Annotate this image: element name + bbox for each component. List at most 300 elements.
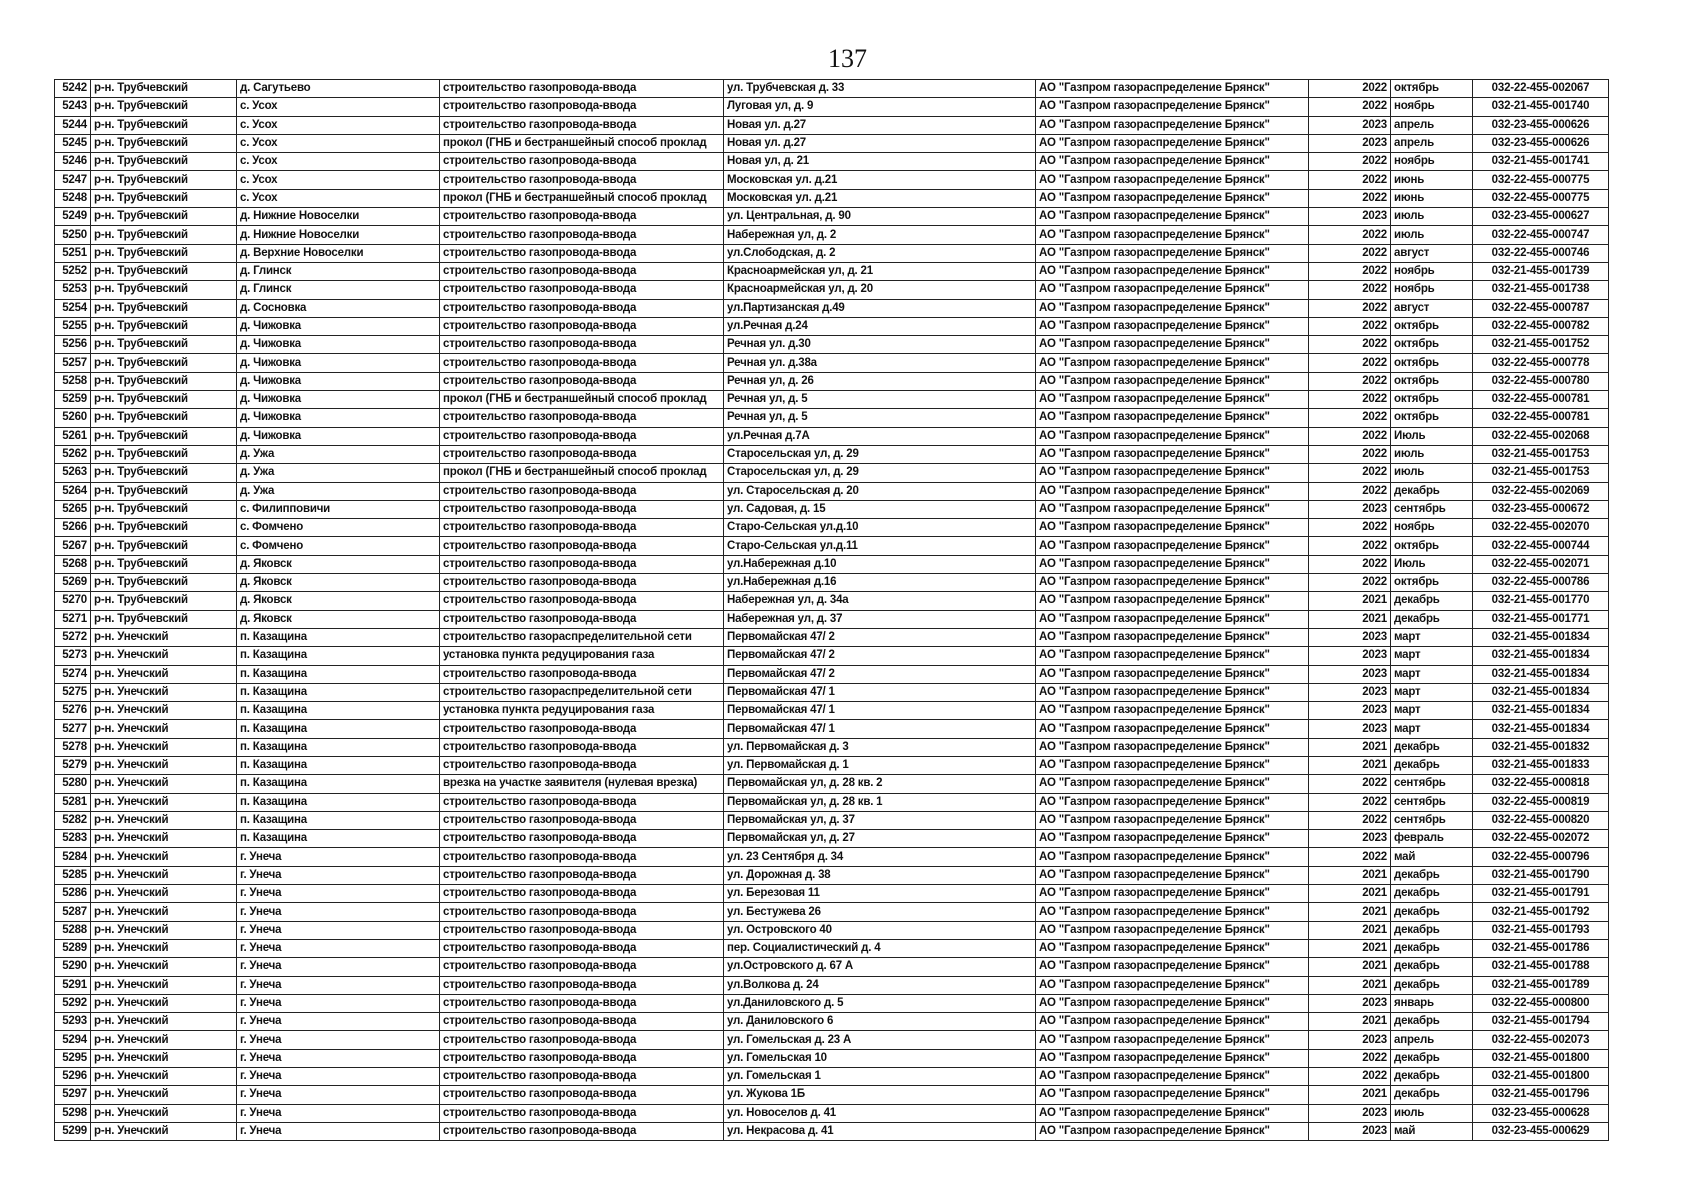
organization-cell: АО "Газпром газораспределение Брянск": [1036, 171, 1309, 189]
organization-cell: АО "Газпром газораспределение Брянск": [1036, 647, 1309, 665]
row-number-cell: 5274: [55, 665, 91, 683]
address-cell: Красноармейская ул, д. 21: [724, 262, 1036, 280]
month-cell: июль: [1391, 445, 1473, 463]
year-cell: 2022: [1309, 1068, 1391, 1086]
district-cell: р-н. Трубчевский: [91, 336, 237, 354]
address-cell: Новая ул, д. 21: [724, 153, 1036, 171]
work-type-cell: строительство газопровода-ввода: [440, 409, 724, 427]
settlement-cell: с. Усох: [237, 171, 440, 189]
settlement-cell: д. Яковск: [237, 592, 440, 610]
row-number-cell: 5277: [55, 720, 91, 738]
year-cell: 2022: [1309, 226, 1391, 244]
address-cell: ул. Новоселов д. 41: [724, 1104, 1036, 1122]
address-cell: Первомайская 47/ 2: [724, 628, 1036, 646]
address-cell: Красноармейская ул, д. 20: [724, 281, 1036, 299]
year-cell: 2023: [1309, 500, 1391, 518]
settlement-cell: д. Чижовка: [237, 354, 440, 372]
table-row: [55, 665, 1609, 683]
district-cell: р-н. Трубчевский: [91, 445, 237, 463]
settlement-cell: г. Унеча: [237, 994, 440, 1012]
table-row: [55, 1086, 1609, 1104]
year-cell: 2022: [1309, 555, 1391, 573]
request-code-cell: 032-21-455-001834: [1473, 647, 1609, 665]
district-cell: р-н. Трубчевский: [91, 262, 237, 280]
row-number-cell: 5262: [55, 445, 91, 463]
table-row: [55, 939, 1609, 957]
row-number-cell: 5292: [55, 994, 91, 1012]
month-cell: октябрь: [1391, 372, 1473, 390]
month-cell: декабрь: [1391, 976, 1473, 994]
work-type-cell: строительство газопровода-ввода: [440, 1049, 724, 1067]
organization-cell: АО "Газпром газораспределение Брянск": [1036, 153, 1309, 171]
request-code-cell: 032-22-455-000781: [1473, 391, 1609, 409]
address-cell: Новая ул. д.27: [724, 116, 1036, 134]
address-cell: Первомайская ул, д. 28 кв. 2: [724, 775, 1036, 793]
year-cell: 2021: [1309, 976, 1391, 994]
work-type-cell: строительство газопровода-ввода: [440, 903, 724, 921]
table-row: [55, 683, 1609, 701]
request-code-cell: 032-22-455-002073: [1473, 1031, 1609, 1049]
work-type-cell: строительство газопровода-ввода: [440, 939, 724, 957]
request-code-cell: 032-22-455-002068: [1473, 427, 1609, 445]
organization-cell: АО "Газпром газораспределение Брянск": [1036, 921, 1309, 939]
district-cell: р-н. Трубчевский: [91, 391, 237, 409]
organization-cell: АО "Газпром газораспределение Брянск": [1036, 885, 1309, 903]
table-row: [55, 299, 1609, 317]
work-type-cell: строительство газопровода-ввода: [440, 482, 724, 500]
request-code-cell: 032-21-455-001739: [1473, 262, 1609, 280]
row-number-cell: 5284: [55, 848, 91, 866]
table-row: [55, 519, 1609, 537]
month-cell: октябрь: [1391, 317, 1473, 335]
work-type-cell: строительство газопровода-ввода: [440, 537, 724, 555]
year-cell: 2022: [1309, 848, 1391, 866]
month-cell: ноябрь: [1391, 262, 1473, 280]
settlement-cell: с. Усох: [237, 116, 440, 134]
organization-cell: АО "Газпром газораспределение Брянск": [1036, 354, 1309, 372]
district-cell: р-н. Унечский: [91, 1104, 237, 1122]
settlement-cell: д. Нижние Новоселки: [237, 208, 440, 226]
month-cell: март: [1391, 647, 1473, 665]
row-number-cell: 5298: [55, 1104, 91, 1122]
work-type-cell: строительство газопровода-ввода: [440, 1031, 724, 1049]
row-number-cell: 5289: [55, 939, 91, 957]
district-cell: р-н. Унечский: [91, 628, 237, 646]
row-number-cell: 5268: [55, 555, 91, 573]
organization-cell: АО "Газпром газораспределение Брянск": [1036, 610, 1309, 628]
table-row: [55, 317, 1609, 335]
district-cell: р-н. Унечский: [91, 939, 237, 957]
address-cell: ул.Слободская, д. 2: [724, 244, 1036, 262]
settlement-cell: г. Унеча: [237, 1086, 440, 1104]
table-row: [55, 720, 1609, 738]
table-row: [55, 226, 1609, 244]
work-type-cell: строительство газопровода-ввода: [440, 98, 724, 116]
month-cell: декабрь: [1391, 958, 1473, 976]
table-row: [55, 1031, 1609, 1049]
district-cell: р-н. Унечский: [91, 1122, 237, 1140]
table-row: [55, 958, 1609, 976]
row-number-cell: 5275: [55, 683, 91, 701]
month-cell: сентябрь: [1391, 811, 1473, 829]
work-type-cell: прокол (ГНБ и бестраншейный способ проклад: [440, 189, 724, 207]
organization-cell: АО "Газпром газораспределение Брянск": [1036, 537, 1309, 555]
settlement-cell: г. Унеча: [237, 903, 440, 921]
settlement-cell: п. Казащина: [237, 665, 440, 683]
settlement-cell: г. Унеча: [237, 958, 440, 976]
organization-cell: АО "Газпром газораспределение Брянск": [1036, 427, 1309, 445]
month-cell: август: [1391, 244, 1473, 262]
settlement-cell: д. Сагутьево: [237, 80, 440, 98]
address-cell: ул.Речная д.7А: [724, 427, 1036, 445]
settlement-cell: п. Казащина: [237, 830, 440, 848]
month-cell: май: [1391, 1122, 1473, 1140]
year-cell: 2022: [1309, 244, 1391, 262]
district-cell: р-н. Трубчевский: [91, 134, 237, 152]
table-row: [55, 262, 1609, 280]
address-cell: ул. Гомельская 10: [724, 1049, 1036, 1067]
row-number-cell: 5282: [55, 811, 91, 829]
district-cell: р-н. Унечский: [91, 866, 237, 884]
request-code-cell: 032-21-455-001741: [1473, 153, 1609, 171]
district-cell: р-н. Унечский: [91, 702, 237, 720]
row-number-cell: 5299: [55, 1122, 91, 1140]
year-cell: 2021: [1309, 921, 1391, 939]
organization-cell: АО "Газпром газораспределение Брянск": [1036, 994, 1309, 1012]
address-cell: Луговая ул, д. 9: [724, 98, 1036, 116]
request-code-cell: 032-21-455-001752: [1473, 336, 1609, 354]
request-code-cell: 032-22-455-000775: [1473, 189, 1609, 207]
address-cell: Старосельская ул, д. 29: [724, 445, 1036, 463]
organization-cell: АО "Газпром газораспределение Брянск": [1036, 574, 1309, 592]
district-cell: р-н. Трубчевский: [91, 116, 237, 134]
request-code-cell: 032-21-455-001790: [1473, 866, 1609, 884]
request-code-cell: 032-21-455-001786: [1473, 939, 1609, 957]
district-cell: р-н. Унечский: [91, 848, 237, 866]
request-code-cell: 032-22-455-002067: [1473, 80, 1609, 98]
work-type-cell: строительство газопровода-ввода: [440, 427, 724, 445]
district-cell: р-н. Трубчевский: [91, 427, 237, 445]
organization-cell: АО "Газпром газораспределение Брянск": [1036, 702, 1309, 720]
request-code-cell: 032-23-455-000629: [1473, 1122, 1609, 1140]
organization-cell: АО "Газпром газораспределение Брянск": [1036, 775, 1309, 793]
request-code-cell: 032-21-455-001793: [1473, 921, 1609, 939]
request-code-cell: 032-21-455-001834: [1473, 683, 1609, 701]
settlement-cell: п. Казащина: [237, 720, 440, 738]
table-row: [55, 354, 1609, 372]
work-type-cell: строительство газопровода-ввода: [440, 1104, 724, 1122]
work-type-cell: прокол (ГНБ и бестраншейный способ проклад: [440, 134, 724, 152]
organization-cell: АО "Газпром газораспределение Брянск": [1036, 281, 1309, 299]
address-cell: Старо-Сельская ул.д.11: [724, 537, 1036, 555]
organization-cell: АО "Газпром газораспределение Брянск": [1036, 903, 1309, 921]
settlement-cell: г. Унеча: [237, 1068, 440, 1086]
district-cell: р-н. Унечский: [91, 738, 237, 756]
district-cell: р-н. Унечский: [91, 683, 237, 701]
work-type-cell: строительство газопровода-ввода: [440, 519, 724, 537]
settlement-cell: п. Казащина: [237, 738, 440, 756]
year-cell: 2021: [1309, 903, 1391, 921]
organization-cell: АО "Газпром газораспределение Брянск": [1036, 756, 1309, 774]
table-row: [55, 610, 1609, 628]
organization-cell: АО "Газпром газораспределение Брянск": [1036, 555, 1309, 573]
organization-cell: АО "Газпром газораспределение Брянск": [1036, 793, 1309, 811]
organization-cell: АО "Газпром газораспределение Брянск": [1036, 830, 1309, 848]
request-code-cell: 032-22-455-000787: [1473, 299, 1609, 317]
district-cell: р-н. Унечский: [91, 1013, 237, 1031]
year-cell: 2021: [1309, 738, 1391, 756]
table-row: [55, 445, 1609, 463]
district-cell: р-н. Унечский: [91, 885, 237, 903]
request-code-cell: 032-21-455-001834: [1473, 628, 1609, 646]
work-type-cell: строительство газопровода-ввода: [440, 171, 724, 189]
row-number-cell: 5266: [55, 519, 91, 537]
settlement-cell: п. Казащина: [237, 683, 440, 701]
organization-cell: АО "Газпром газораспределение Брянск": [1036, 866, 1309, 884]
request-code-cell: 032-21-455-001796: [1473, 1086, 1609, 1104]
work-type-cell: строительство газопровода-ввода: [440, 80, 724, 98]
address-cell: ул. Бестужева 26: [724, 903, 1036, 921]
year-cell: 2023: [1309, 116, 1391, 134]
work-type-cell: строительство газопровода-ввода: [440, 354, 724, 372]
row-number-cell: 5272: [55, 628, 91, 646]
row-number-cell: 5252: [55, 262, 91, 280]
month-cell: ноябрь: [1391, 98, 1473, 116]
request-code-cell: 032-21-455-001832: [1473, 738, 1609, 756]
address-cell: Набережная ул, д. 37: [724, 610, 1036, 628]
year-cell: 2022: [1309, 519, 1391, 537]
request-code-cell: 032-21-455-001833: [1473, 756, 1609, 774]
year-cell: 2022: [1309, 482, 1391, 500]
request-code-cell: 032-21-455-001791: [1473, 885, 1609, 903]
table-row: [55, 464, 1609, 482]
district-cell: р-н. Унечский: [91, 921, 237, 939]
year-cell: 2021: [1309, 610, 1391, 628]
address-cell: ул. Некрасова д. 41: [724, 1122, 1036, 1140]
table-row: [55, 171, 1609, 189]
district-cell: р-н. Трубчевский: [91, 610, 237, 628]
work-type-cell: строительство газопровода-ввода: [440, 738, 724, 756]
year-cell: 2023: [1309, 628, 1391, 646]
settlement-cell: п. Казащина: [237, 628, 440, 646]
district-cell: р-н. Трубчевский: [91, 281, 237, 299]
year-cell: 2022: [1309, 775, 1391, 793]
settlement-cell: д. Яковск: [237, 555, 440, 573]
district-cell: р-н. Трубчевский: [91, 299, 237, 317]
organization-cell: АО "Газпром газораспределение Брянск": [1036, 116, 1309, 134]
month-cell: июль: [1391, 464, 1473, 482]
table-row: [55, 391, 1609, 409]
request-code-cell: 032-21-455-001834: [1473, 665, 1609, 683]
work-type-cell: строительство газопровода-ввода: [440, 720, 724, 738]
month-cell: Июль: [1391, 555, 1473, 573]
month-cell: декабрь: [1391, 921, 1473, 939]
address-cell: Московская ул. д.21: [724, 189, 1036, 207]
work-type-cell: строительство газопровода-ввода: [440, 445, 724, 463]
request-code-cell: 032-23-455-000672: [1473, 500, 1609, 518]
row-number-cell: 5259: [55, 391, 91, 409]
year-cell: 2023: [1309, 1104, 1391, 1122]
organization-cell: АО "Газпром газораспределение Брянск": [1036, 445, 1309, 463]
row-number-cell: 5263: [55, 464, 91, 482]
settlement-cell: г. Унеча: [237, 939, 440, 957]
year-cell: 2022: [1309, 336, 1391, 354]
district-cell: р-н. Унечский: [91, 958, 237, 976]
request-code-cell: 032-22-455-000781: [1473, 409, 1609, 427]
table-row: [55, 574, 1609, 592]
request-code-cell: 032-21-455-001771: [1473, 610, 1609, 628]
work-type-cell: строительство газопровода-ввода: [440, 262, 724, 280]
district-cell: р-н. Трубчевский: [91, 244, 237, 262]
district-cell: р-н. Унечский: [91, 830, 237, 848]
address-cell: ул. Жукова 1Б: [724, 1086, 1036, 1104]
settlement-cell: с. Филипповичи: [237, 500, 440, 518]
year-cell: 2023: [1309, 994, 1391, 1012]
district-cell: р-н. Трубчевский: [91, 171, 237, 189]
settlement-cell: г. Унеча: [237, 866, 440, 884]
request-code-cell: 032-21-455-001800: [1473, 1049, 1609, 1067]
address-cell: Первомайская 47/ 1: [724, 702, 1036, 720]
year-cell: 2021: [1309, 592, 1391, 610]
month-cell: март: [1391, 683, 1473, 701]
request-code-cell: 032-22-455-002071: [1473, 555, 1609, 573]
request-code-cell: 032-23-455-000628: [1473, 1104, 1609, 1122]
row-number-cell: 5291: [55, 976, 91, 994]
address-cell: ул. Островского 40: [724, 921, 1036, 939]
month-cell: апрель: [1391, 134, 1473, 152]
request-code-cell: 032-21-455-001738: [1473, 281, 1609, 299]
work-type-cell: строительство газопровода-ввода: [440, 116, 724, 134]
settlement-cell: п. Казащина: [237, 756, 440, 774]
work-type-cell: строительство газопровода-ввода: [440, 153, 724, 171]
settlement-cell: д. Сосновка: [237, 299, 440, 317]
settlement-cell: п. Казащина: [237, 647, 440, 665]
settlement-cell: п. Казащина: [237, 702, 440, 720]
address-cell: Набережная ул, д. 34а: [724, 592, 1036, 610]
table-row: [55, 189, 1609, 207]
request-code-cell: 032-22-455-000820: [1473, 811, 1609, 829]
address-cell: ул.Даниловского д. 5: [724, 994, 1036, 1012]
request-code-cell: 032-22-455-000780: [1473, 372, 1609, 390]
settlement-cell: г. Унеча: [237, 848, 440, 866]
row-number-cell: 5244: [55, 116, 91, 134]
settlement-cell: д. Глинск: [237, 281, 440, 299]
table-row: [55, 537, 1609, 555]
address-cell: Первомайская ул, д. 27: [724, 830, 1036, 848]
address-cell: Речная ул, д. 5: [724, 409, 1036, 427]
row-number-cell: 5248: [55, 189, 91, 207]
address-cell: Первомайская ул, д. 28 кв. 1: [724, 793, 1036, 811]
month-cell: октябрь: [1391, 354, 1473, 372]
row-number-cell: 5269: [55, 574, 91, 592]
month-cell: декабрь: [1391, 903, 1473, 921]
address-cell: Новая ул. д.27: [724, 134, 1036, 152]
table-row: [55, 372, 1609, 390]
work-type-cell: строительство газопровода-ввода: [440, 574, 724, 592]
row-number-cell: 5242: [55, 80, 91, 98]
district-cell: р-н. Унечский: [91, 976, 237, 994]
table-row: [55, 793, 1609, 811]
district-cell: р-н. Трубчевский: [91, 537, 237, 555]
table-row: [55, 116, 1609, 134]
organization-cell: АО "Газпром газораспределение Брянск": [1036, 244, 1309, 262]
address-cell: Набережная ул, д. 2: [724, 226, 1036, 244]
district-cell: р-н. Трубчевский: [91, 409, 237, 427]
year-cell: 2022: [1309, 171, 1391, 189]
month-cell: ноябрь: [1391, 153, 1473, 171]
request-code-cell: 032-21-455-001770: [1473, 592, 1609, 610]
settlement-cell: г. Унеча: [237, 1031, 440, 1049]
address-cell: Первомайская 47/ 2: [724, 665, 1036, 683]
address-cell: ул. Садовая, д. 15: [724, 500, 1036, 518]
month-cell: декабрь: [1391, 1049, 1473, 1067]
district-cell: р-н. Унечский: [91, 994, 237, 1012]
address-cell: ул.Партизанская д.49: [724, 299, 1036, 317]
work-type-cell: установка пункта редуцирования газа: [440, 702, 724, 720]
month-cell: декабрь: [1391, 885, 1473, 903]
district-cell: р-н. Унечский: [91, 720, 237, 738]
table-row: [55, 336, 1609, 354]
organization-cell: АО "Газпром газораспределение Брянск": [1036, 317, 1309, 335]
settlement-cell: с. Фомчено: [237, 519, 440, 537]
month-cell: декабрь: [1391, 756, 1473, 774]
request-code-cell: 032-22-455-000800: [1473, 994, 1609, 1012]
address-cell: ул. Дорожная д. 38: [724, 866, 1036, 884]
work-type-cell: строительство газопровода-ввода: [440, 665, 724, 683]
row-number-cell: 5290: [55, 958, 91, 976]
year-cell: 2022: [1309, 299, 1391, 317]
organization-cell: АО "Газпром газораспределение Брянск": [1036, 848, 1309, 866]
request-code-cell: 032-21-455-001789: [1473, 976, 1609, 994]
district-cell: р-н. Трубчевский: [91, 98, 237, 116]
work-type-cell: строительство газопровода-ввода: [440, 372, 724, 390]
year-cell: 2023: [1309, 647, 1391, 665]
year-cell: 2022: [1309, 409, 1391, 427]
month-cell: октябрь: [1391, 336, 1473, 354]
year-cell: 2023: [1309, 720, 1391, 738]
row-number-cell: 5253: [55, 281, 91, 299]
organization-cell: АО "Газпром газораспределение Брянск": [1036, 720, 1309, 738]
month-cell: март: [1391, 720, 1473, 738]
month-cell: декабрь: [1391, 1068, 1473, 1086]
table-row: [55, 628, 1609, 646]
settlement-cell: д. Чижовка: [237, 336, 440, 354]
settlement-cell: с. Усох: [237, 153, 440, 171]
year-cell: 2022: [1309, 189, 1391, 207]
month-cell: декабрь: [1391, 610, 1473, 628]
table-row: [55, 702, 1609, 720]
table-row: [55, 775, 1609, 793]
month-cell: август: [1391, 299, 1473, 317]
district-cell: р-н. Трубчевский: [91, 482, 237, 500]
address-cell: Первомайская 47/ 1: [724, 720, 1036, 738]
work-type-cell: прокол (ГНБ и бестраншейный способ проклад: [440, 391, 724, 409]
address-cell: ул.Набережная д.10: [724, 555, 1036, 573]
work-type-cell: строительство газораспределительной сети: [440, 628, 724, 646]
year-cell: 2022: [1309, 1049, 1391, 1067]
organization-cell: АО "Газпром газораспределение Брянск": [1036, 464, 1309, 482]
request-code-cell: 032-23-455-000626: [1473, 134, 1609, 152]
table-row: [55, 830, 1609, 848]
settlement-cell: д. Верхние Новоселки: [237, 244, 440, 262]
table-row: [55, 756, 1609, 774]
row-number-cell: 5245: [55, 134, 91, 152]
row-number-cell: 5286: [55, 885, 91, 903]
address-cell: ул. Даниловского 6: [724, 1013, 1036, 1031]
row-number-cell: 5279: [55, 756, 91, 774]
month-cell: январь: [1391, 994, 1473, 1012]
request-code-cell: 032-22-455-000782: [1473, 317, 1609, 335]
